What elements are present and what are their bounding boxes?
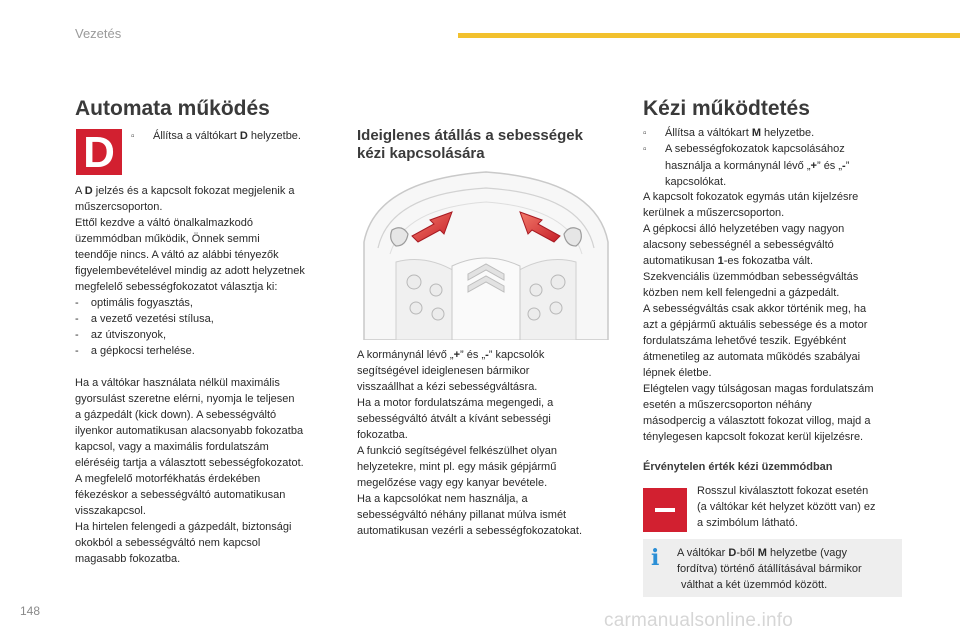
para-line: a gázpedált (kick down). A sebességváltó	[75, 409, 277, 421]
bullet-text: A sebességfokozatok kapcsolásához	[665, 143, 845, 155]
d-mode-badge	[76, 129, 122, 175]
header-accent-bar	[458, 33, 960, 38]
para-line: másodpercig a választott fokozat villog, majd a	[643, 415, 871, 427]
page-number: 148	[20, 604, 41, 618]
para-line: A sebességváltás csak akkor történik meg, ha	[643, 303, 867, 315]
arrow-bullet-icon: ▫	[131, 131, 135, 142]
para-line: a szimbólum látható.	[697, 517, 798, 529]
para-line: ténylegesen kapcsolt fokozat kerül kijelzésre.	[643, 431, 864, 443]
para-line: (a váltókar két helyzet között van) ez	[697, 501, 876, 513]
bullet-text: Állítsa a váltókart	[665, 127, 752, 139]
bullet-text: kapcsolókat.	[665, 176, 727, 188]
para-line: alacsony sebességnél a sebességváltó	[643, 239, 834, 251]
para-line: A kapcsolt fokozatok egymás után kijelzésre	[643, 191, 859, 203]
para-line: lépnek életbe.	[643, 367, 712, 379]
para-line: üzemmódban működik, Önnek semmi	[75, 233, 260, 245]
para-line: Ha a motor fordulatszáma megengedi, a	[357, 397, 554, 409]
para-line: okokból a sebességváltó nem kapcsol	[75, 537, 261, 549]
para-line: átmenetileg az automata működés szabályai	[643, 351, 861, 363]
para-line: műszercsoporton.	[75, 201, 163, 213]
para-line: fordulatszáma lehetővé teszik. Egyébként	[643, 335, 847, 347]
para-line: megfelelő sebességfokozatot választja ki:	[75, 281, 278, 293]
para-line: Ha a kapcsolókat nem használja, a	[357, 493, 528, 505]
para-line: segítségével ideiglenesen bármikor	[357, 365, 530, 377]
para-line: fokozatba.	[357, 429, 408, 441]
list-item: - az útviszonyok,	[75, 329, 167, 341]
para-line: közben nem kell felengedni a gázpedált.	[643, 287, 840, 299]
para-line: Rosszul kiválasztott fokozat esetén	[697, 485, 869, 497]
bullet-bold: D	[239, 130, 248, 142]
para-line: figyelembevételével mindig az adott helyzetnek	[75, 265, 305, 277]
para-line: A D jelzés és a kapcsolt fokozat megjelenik a	[75, 185, 295, 197]
invalid-gear-warning-icon	[643, 488, 687, 532]
watermark: carmanualsonline.info	[604, 610, 794, 631]
arrow-bullet-icon: ▫	[643, 128, 647, 139]
para-line: kerülnek a műszercsoporton.	[643, 207, 785, 219]
para-line: teendője nincs. A váltó az alábbi tényezők	[75, 249, 279, 261]
dash-symbol	[655, 508, 675, 512]
paragraph-temporary-manual	[357, 347, 582, 539]
section-title: Vezetés	[75, 26, 122, 41]
paragraph-invalid-value	[697, 483, 876, 531]
para-line: sebességváltó átvált a kívánt sebességi	[357, 413, 551, 425]
para-line: gyorsulást szeretne elérni, nyomja le teljesen	[75, 393, 295, 405]
para-line: visszakapcsol.	[75, 505, 146, 517]
paragraph-manual	[643, 189, 874, 445]
list-item: - a vezető vezetési stílusa,	[75, 313, 214, 325]
info-box	[643, 539, 902, 597]
heading-line: Ideiglenes átállás a sebességek	[357, 127, 583, 144]
para-line: visszaállhat a kézi sebességváltásra.	[357, 381, 538, 393]
para-line: automatikusan vezérli a sebességfokozatokat.	[357, 525, 583, 537]
bullet-text-end: helyzetbe.	[761, 127, 815, 139]
bullet-text: használja a kormánynál lévő „+” és „-”	[665, 160, 850, 172]
heading-manual-mode: Kézi működtetés	[643, 97, 810, 120]
para-line: A kormánynál lévő „+” és „-” kapcsolók	[357, 349, 545, 361]
heading-automatic-mode: Automata működés	[75, 97, 270, 120]
paragraph-auto-1	[75, 183, 305, 359]
para-line: automatikusan 1-es fokozatba vált.	[643, 255, 814, 267]
info-line: válthat a két üzemmód között.	[681, 579, 828, 591]
info-line: A váltókar D-ből M helyzetbe (vagy	[677, 547, 847, 559]
para-line: Ettől kezdve a váltó önalkalmazkodó	[75, 217, 253, 229]
bullet-text: Állítsa a váltókart	[153, 130, 240, 142]
steering-wheel-illustration	[356, 162, 616, 340]
bullet-select-d	[131, 128, 301, 145]
para-line: megelőzése vagy egy kanyar bevétele.	[357, 477, 548, 489]
bullet-bold: M	[751, 127, 761, 139]
bullet-text-end: helyzetbe.	[247, 130, 301, 142]
para-line: helyzetekre, mint pl. egy másik gépjármű	[357, 461, 557, 473]
info-icon: i	[651, 545, 660, 571]
para-line: ilyenkor automatikusan alacsonyabb fokozatba	[75, 425, 304, 437]
para-line: Ha hirtelen felengedi a gázpedált, biztonsági	[75, 521, 292, 533]
para-line: fékezéskor a sebességváltó automatikusan	[75, 489, 286, 501]
bullet-select-m	[643, 125, 814, 142]
subheading-invalid-value: Érvénytelen érték kézi üzemmódban	[643, 461, 833, 473]
para-line: A funkció segítségével felkészülhet olyan	[357, 445, 557, 457]
heading-line: kézi kapcsolására	[357, 145, 485, 162]
bullet-use-paddles	[643, 141, 849, 190]
para-line: sebességváltó néhány pillanat múlva ismét	[357, 509, 567, 521]
arrow-bullet-icon: ▫	[643, 144, 647, 155]
para-line: eléréséig tartja a választott sebességfokozatot.	[75, 457, 304, 469]
paragraph-auto-2	[75, 375, 304, 567]
para-line: esetén a műszercsoporton néhány	[643, 399, 812, 411]
para-line: magasabb fokozatba.	[75, 553, 181, 565]
info-text	[677, 545, 862, 593]
para-line: Ha a váltókar használata nélkül maximális	[75, 377, 280, 389]
list-item: - optimális fogyasztás,	[75, 297, 193, 309]
info-line: fordítva) történő átállításával bármikor	[677, 563, 862, 575]
para-line: Szekvenciális üzemmódban sebességváltás	[643, 271, 859, 283]
para-line: Elégtelen vagy túlságosan magas fordulatszám	[643, 383, 874, 395]
badge-letter: D	[83, 128, 115, 177]
para-line: azt a gépjármű aktuális sebessége és a motor	[643, 319, 868, 331]
para-line: kapcsol, vagy a maximális fordulatszám	[75, 441, 269, 453]
para-line: A megfelelő motorfékhatás érdekében	[75, 473, 261, 485]
heading-temporary-manual	[357, 127, 617, 163]
list-item: - a gépkocsi terhelése.	[75, 345, 195, 357]
para-line: A gépkocsi álló helyzetében vagy nagyon	[643, 223, 845, 235]
